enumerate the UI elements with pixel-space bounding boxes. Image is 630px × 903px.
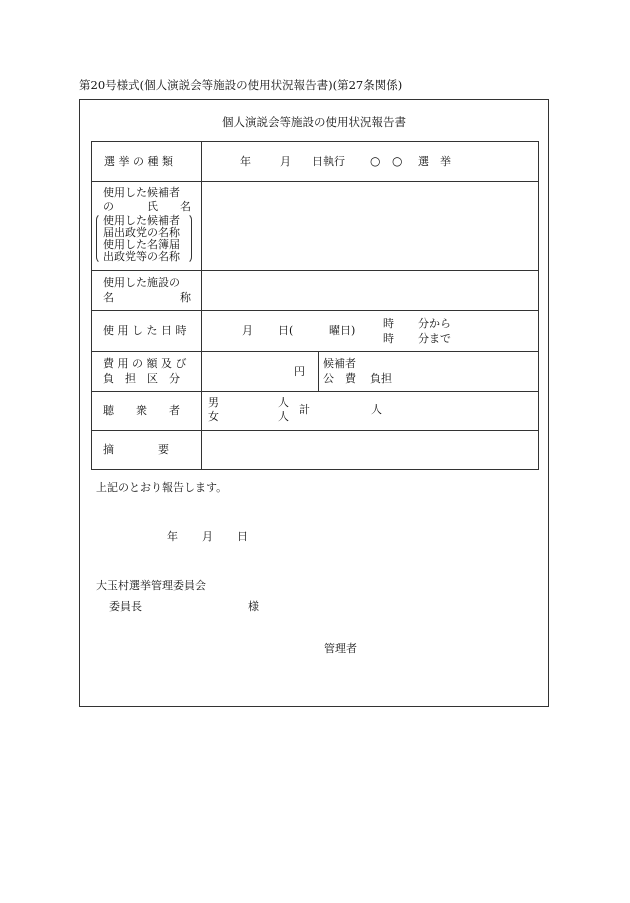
row-datetime bbox=[92, 311, 539, 352]
datetime-weekday: 曜日) bbox=[329, 324, 356, 337]
yen-unit: 円 bbox=[294, 365, 305, 378]
audience-female: 女 bbox=[208, 410, 219, 423]
honorific: 様 bbox=[248, 600, 259, 613]
election-month-unit: 月 bbox=[280, 155, 291, 168]
facility-label-na: 名 bbox=[103, 291, 114, 304]
cost-candidate: 候補者 bbox=[323, 357, 356, 370]
audience-male: 男 bbox=[208, 396, 219, 409]
candidate-label-shi: 氏 bbox=[147, 200, 158, 213]
facility-label-sho: 称 bbox=[180, 291, 191, 304]
facility-label-line1: 使用した施設の bbox=[103, 276, 180, 289]
facility-value-cell[interactable] bbox=[202, 271, 539, 311]
row-audience bbox=[92, 392, 539, 431]
row-candidate bbox=[92, 182, 539, 271]
audience-person-total: 人 bbox=[371, 403, 382, 416]
row-election-type bbox=[92, 142, 539, 182]
candidate-label-mei: 名 bbox=[180, 200, 191, 213]
paren-line2: 届出政党の名称 bbox=[103, 226, 180, 239]
cost-public: 公 費 bbox=[323, 372, 356, 385]
audience-total: 計 bbox=[299, 403, 310, 416]
cost-burden: 負担 bbox=[370, 372, 392, 385]
candidate-label-cell bbox=[92, 182, 202, 271]
minute-from: 分から bbox=[418, 317, 451, 330]
datetime-label: 使 用 し た 日 時 bbox=[103, 324, 187, 337]
datetime-day: 日( bbox=[278, 324, 294, 337]
report-table bbox=[91, 141, 539, 470]
facility-label-cell bbox=[92, 271, 202, 311]
election-type-value-cell[interactable] bbox=[202, 142, 539, 182]
report-statement: 上記のとおり報告します。 bbox=[96, 481, 228, 494]
datetime-value-cell[interactable] bbox=[202, 311, 539, 352]
election-day-exec: 日執行 bbox=[312, 155, 345, 168]
cost-divider bbox=[318, 352, 319, 391]
cost-label-line2: 負 担 区 分 bbox=[103, 372, 180, 385]
datetime-label-cell bbox=[92, 311, 202, 352]
remarks-value-cell[interactable] bbox=[202, 431, 539, 470]
audience-person-male: 人 bbox=[278, 396, 289, 409]
circle-mark-2: ○ bbox=[392, 154, 403, 168]
form-title: 第20号様式(個人演説会等施設の使用状況報告書)(第27条関係) bbox=[79, 78, 403, 92]
chairman-title: 委員長 bbox=[109, 600, 142, 613]
row-cost bbox=[92, 352, 539, 392]
election-year-unit: 年 bbox=[240, 155, 251, 168]
election-type-label-cell bbox=[92, 142, 202, 182]
hour-from: 時 bbox=[383, 317, 394, 330]
date-year-unit: 年 bbox=[167, 530, 178, 543]
datetime-month: 月 bbox=[242, 324, 253, 337]
committee-name: 大玉村選挙管理委員会 bbox=[96, 579, 206, 592]
minute-to: 分まで bbox=[418, 332, 451, 345]
candidate-value-cell[interactable] bbox=[202, 182, 539, 271]
cost-label-cell bbox=[92, 352, 202, 392]
cost-label-line1: 費 用 の 額 及 び bbox=[103, 357, 187, 370]
date-day-unit: 日 bbox=[237, 530, 248, 543]
audience-label-cell bbox=[92, 392, 202, 431]
election-word: 選 挙 bbox=[418, 155, 451, 168]
paren-line1: 使用した候補者 bbox=[103, 214, 180, 227]
row-remarks bbox=[92, 431, 539, 470]
date-month-unit: 月 bbox=[202, 530, 213, 543]
candidate-label-no: の bbox=[103, 200, 114, 213]
paren-line4: 出政党等の名称 bbox=[103, 250, 180, 263]
audience-person-female: 人 bbox=[278, 410, 289, 423]
circle-mark-1: ○ bbox=[370, 154, 381, 168]
candidate-label-line1: 使用した候補者 bbox=[103, 186, 180, 199]
manager-label: 管理者 bbox=[324, 642, 357, 655]
cost-value-cell[interactable] bbox=[202, 352, 539, 392]
audience-label: 聴 衆 者 bbox=[103, 404, 180, 417]
report-title: 個人演説会等施設の使用状況報告書 bbox=[222, 115, 406, 129]
election-type-label: 選 挙 の 種 類 bbox=[104, 155, 173, 168]
row-facility bbox=[92, 271, 539, 311]
hour-to: 時 bbox=[383, 332, 394, 345]
audience-value-cell[interactable] bbox=[202, 392, 539, 431]
remarks-label: 摘 要 bbox=[103, 443, 169, 456]
paren-line3: 使用した名簿届 bbox=[103, 238, 180, 251]
remarks-label-cell bbox=[92, 431, 202, 470]
